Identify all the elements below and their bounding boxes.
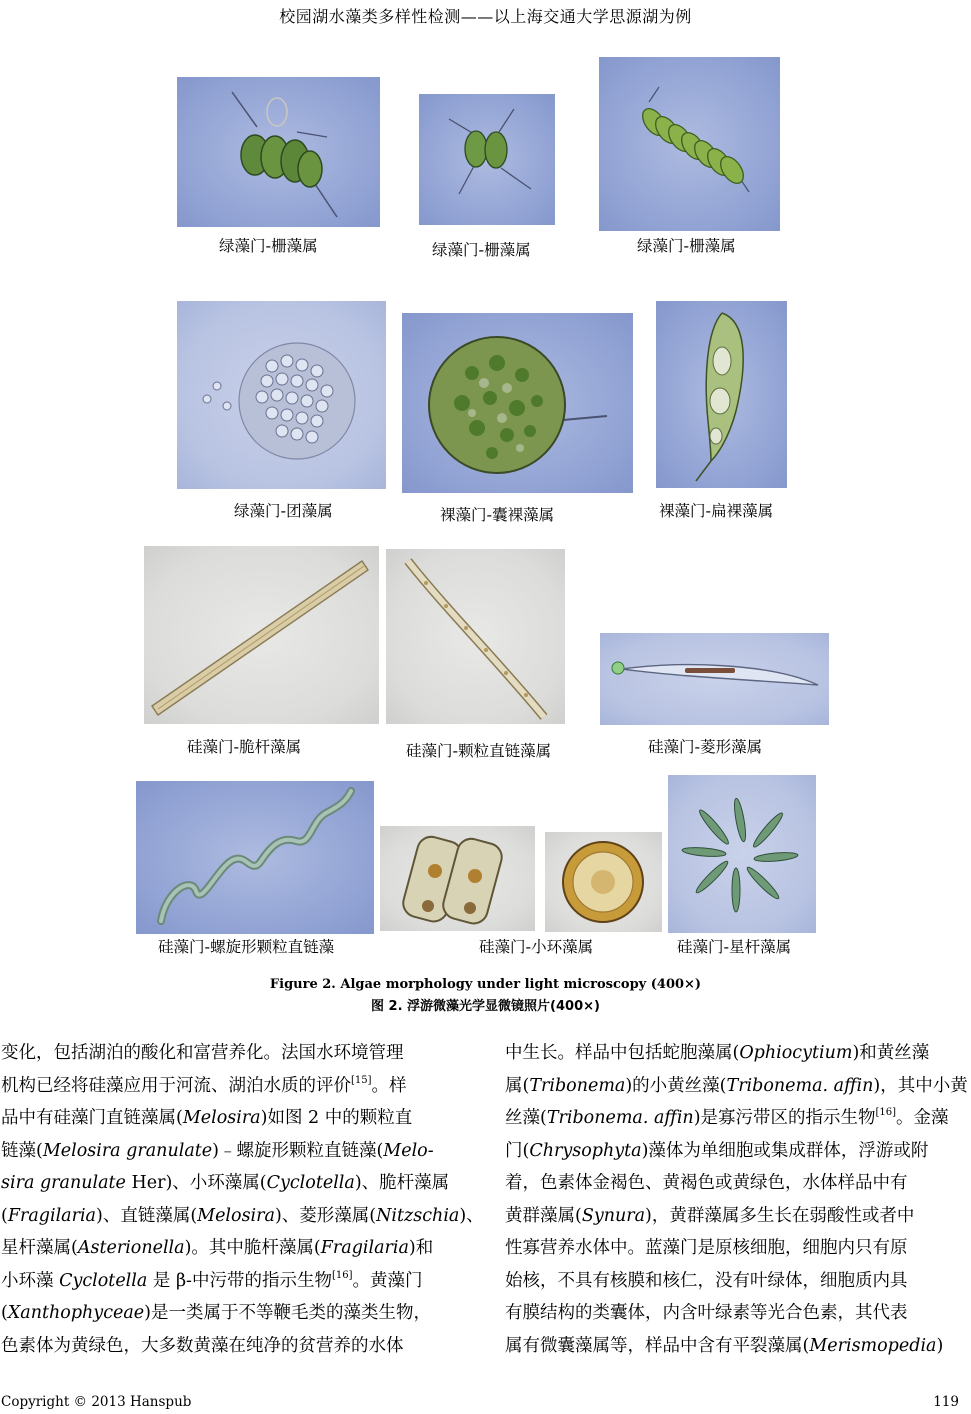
caption-r4-2: 硅藻门-小环藻属 — [479, 938, 594, 956]
micrograph-cyclotella-side — [380, 826, 535, 931]
micrograph-trachelomonas — [402, 313, 633, 493]
caption-r3-3: 硅藻门-菱形藻属 — [648, 738, 763, 756]
caption-r3-2: 硅藻门-颗粒直链藻属 — [406, 742, 552, 760]
body-line: 链藻(Melosira granulate)﹣螺旋形颗粒直链藻(Melo- — [1, 1140, 434, 1161]
body-line: 属有微囊藻属等，样品中含有平裂藻属(Merismopedia) — [505, 1335, 944, 1356]
body-line: 性寡营养水体中。蓝藻门是原核细胞，细胞内只有原 — [505, 1238, 908, 1258]
caption-r1-1: 绿藻门-栅藻属 — [219, 237, 318, 255]
body-line: 中生长。样品中包括蛇胞藻属(Ophiocytium)和黄丝藻 — [505, 1043, 930, 1063]
body-line: 门(Chrysophyta)藻体为单细胞或集成群体，浮游或附 — [505, 1140, 929, 1161]
body-line: 星杆藻属(Asterionella)。其中脆杆藻属(Fragilaria)和 — [1, 1238, 434, 1258]
micrograph-cyclotella-valve — [545, 832, 662, 932]
body-line: 有膜结构的类囊体，内含叶绿素等光合色素，其代表 — [505, 1303, 908, 1323]
micrograph-nitzschia — [600, 633, 829, 725]
micrograph-pandorina — [177, 301, 386, 489]
running-header: 校园湖水藻类多样性检测——以上海交通大学思源湖为例 — [279, 7, 692, 26]
body-column-left — [1, 1037, 484, 1362]
body-column-right — [505, 1037, 967, 1362]
body-line: 始核，不具有核膜和核仁，没有叶绿体，细胞质内具 — [505, 1270, 908, 1291]
micrograph-fragilaria — [144, 546, 379, 724]
body-line: 变化，包括湖泊的酸化和富营养化。法国水环境管理 — [1, 1043, 404, 1063]
caption-r2-3: 裸藻门-扁裸藻属 — [659, 502, 774, 520]
micrograph-asterionella — [668, 775, 816, 933]
body-line: 着，色素体金褐色、黄褐色或黄绿色，水体样品中有 — [505, 1173, 908, 1193]
caption-r2-2: 裸藻门-囊裸藻属 — [440, 506, 555, 524]
micrograph-scenedesmus-2 — [419, 94, 555, 225]
footer-page-number: 119 — [933, 1394, 959, 1410]
micrograph-phacus — [656, 301, 787, 488]
caption-r2-1: 绿藻门-团藻属 — [234, 502, 333, 520]
body-line: (Fragilaria)、直链藻属(Melosira)、菱形藻属(Nitzschia)、 — [1, 1205, 484, 1226]
micrograph-scenedesmus-1 — [177, 77, 380, 227]
body-line: 色素体为黄绿色，大多数黄藻在纯净的贫营养的水体 — [1, 1335, 404, 1356]
caption-r1-2: 绿藻门-栅藻属 — [432, 241, 531, 259]
body-line: 属(Tribonema)的小黄丝藻(Tribonema. affin)，其中小黄 — [505, 1075, 968, 1096]
body-line: 丝藻(Tribonema. affin)是寡污带区的指示生物[16]。金藻 — [505, 1107, 949, 1128]
micrograph-scenedesmus-3 — [599, 57, 780, 231]
body-line: sira granulate Her)、小环藻属(Cyclotella)、脆杆藻属 — [1, 1173, 450, 1193]
micrograph-melosira-granulata — [386, 549, 565, 724]
body-line: 品中有硅藻门直链藻属(Melosira)如图 2 中的颗粒直 — [1, 1108, 413, 1128]
body-line: 小环藻 Cyclotella 是 β-中污带的指示生物[16]。黄藻门 — [1, 1269, 423, 1291]
figure-title-en: Figure 2. Algae morphology under light microscopy (400×) — [269, 977, 702, 992]
caption-r4-1: 硅藻门-螺旋形颗粒直链藻 — [158, 938, 335, 956]
caption-r4-3: 硅藻门-星杆藻属 — [677, 938, 792, 956]
footer-copyright: Copyright © 2013 Hanspub — [1, 1394, 192, 1410]
caption-r3-1: 硅藻门-脆杆藻属 — [187, 738, 302, 756]
caption-r1-3: 绿藻门-栅藻属 — [637, 237, 736, 255]
body-line: 黄群藻属(Synura)，黄群藻属多生长在弱酸性或者中 — [505, 1205, 915, 1226]
micrograph-spiral-melosira — [136, 781, 374, 934]
body-line: 机构已经将硅藻应用于河流、湖泊水质的评价[15]。样 — [1, 1074, 407, 1096]
body-line: (Xanthophyceae)是一类属于不等鞭毛类的藻类生物， — [1, 1303, 431, 1323]
figure-title-zh: 图 2. 浮游微藻光学显微镜照片(400×) — [371, 999, 600, 1014]
